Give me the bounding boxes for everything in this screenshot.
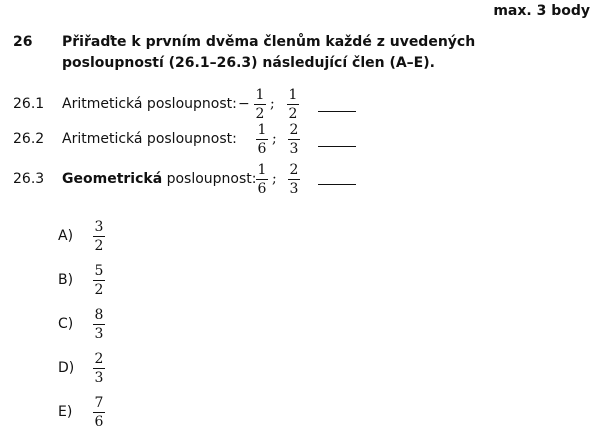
term-fraction: 1 2 xyxy=(288,87,298,122)
option-letter: B) xyxy=(58,272,74,288)
term-separator: ; xyxy=(272,171,277,187)
item-label: Geometrická posloupnost: xyxy=(62,171,257,187)
question-text: Přiřaďte k prvním dvěma členům každé z uvedených posloupností (26.1–26.3) následující člen (A–E). xyxy=(62,34,476,71)
max-points: max. 3 body xyxy=(493,3,590,19)
term-fraction: 1 2 xyxy=(255,87,265,122)
answer-blank[interactable] xyxy=(318,184,356,185)
option-fraction: 3 2 xyxy=(94,219,104,254)
answer-blank[interactable] xyxy=(318,146,356,147)
term-fraction: 2 3 xyxy=(289,122,299,157)
answer-blank[interactable] xyxy=(318,111,356,112)
term-fraction: 1 6 xyxy=(257,122,267,157)
option-letter: D) xyxy=(58,360,75,376)
item-number: 26.3 xyxy=(13,171,45,187)
option-fraction: 5 2 xyxy=(94,263,104,298)
option-letter: C) xyxy=(58,316,74,332)
option-fraction: 7 6 xyxy=(94,395,104,430)
option-letter: A) xyxy=(58,228,74,244)
question-number: 26 xyxy=(13,34,33,50)
minus-sign: − xyxy=(238,96,250,112)
option-fraction: 2 3 xyxy=(94,351,104,386)
term-fraction: 2 3 xyxy=(289,162,299,197)
item-label: Aritmetická posloupnost: xyxy=(62,131,237,147)
term-separator: ; xyxy=(272,131,277,147)
option-letter: E) xyxy=(58,404,73,420)
item-number: 26.2 xyxy=(13,131,45,147)
item-number: 26.1 xyxy=(13,96,45,112)
option-fraction: 8 3 xyxy=(94,307,104,342)
item-label: Aritmetická posloupnost: xyxy=(62,96,237,112)
term-fraction: 1 6 xyxy=(257,162,267,197)
term-separator: ; xyxy=(270,96,275,112)
